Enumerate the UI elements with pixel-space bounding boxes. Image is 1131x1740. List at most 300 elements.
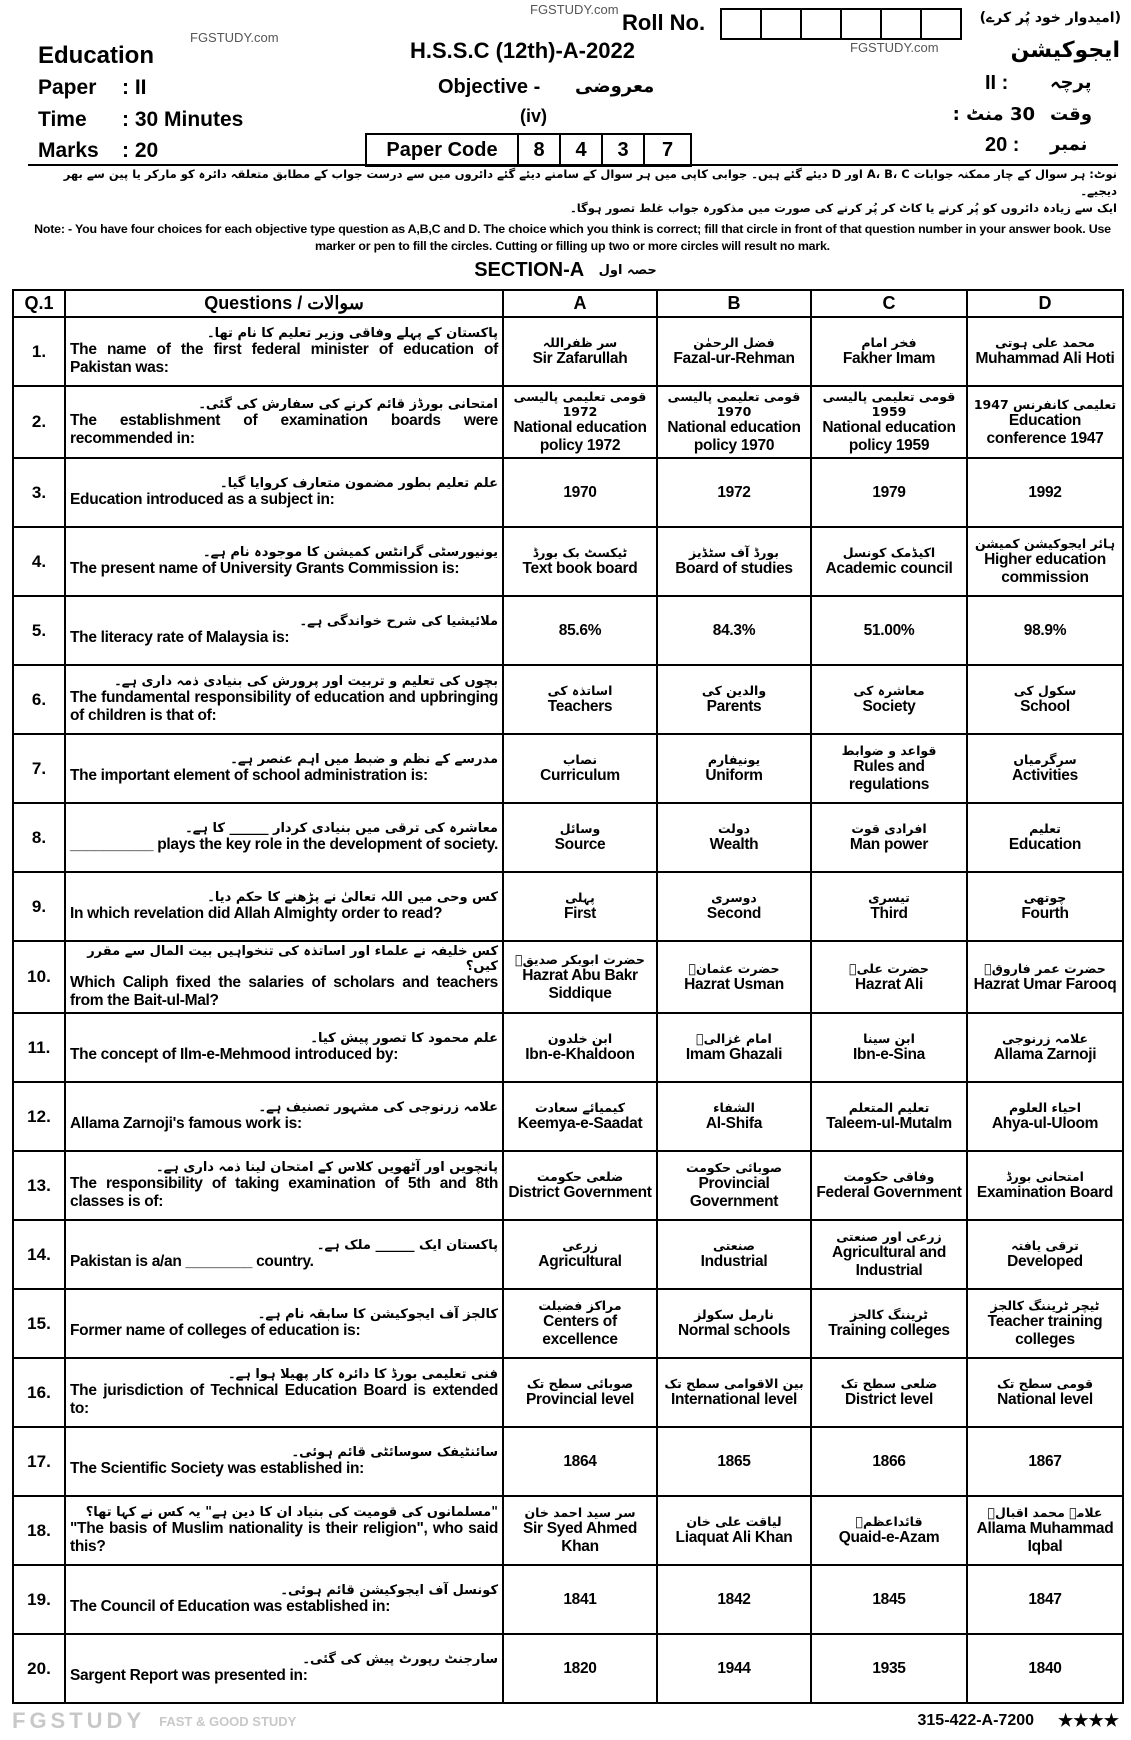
- option-english: Hazrat Ali: [855, 975, 923, 993]
- option-english: Teachers: [547, 698, 613, 715]
- option-b: [657, 1496, 811, 1565]
- option-a: [503, 458, 657, 527]
- paper-code-digit: 4: [561, 135, 603, 165]
- question-number: 2.: [13, 386, 65, 458]
- watermark: FGSTUDY.com: [190, 30, 279, 45]
- option-b: [657, 1151, 811, 1220]
- section-title-urdu: حصہ اول: [598, 263, 657, 278]
- option-d: [967, 1565, 1123, 1634]
- footer: [12, 1708, 1119, 1734]
- option-urdu: چوتھی: [1023, 890, 1067, 905]
- table-row: [13, 1220, 1123, 1289]
- table-row: [13, 596, 1123, 665]
- question-urdu: کالجز آف ایجوکیشن کا سابقہ نام ہے۔: [257, 1307, 498, 1322]
- table-row: [13, 941, 1123, 1013]
- option-urdu: قومی تعلیمی پالیسی 1970: [667, 389, 801, 419]
- option-english: Uniform: [705, 767, 763, 784]
- option-c: [811, 872, 967, 941]
- question-cell: [65, 1082, 503, 1151]
- paper-code: [365, 133, 692, 167]
- option-urdu: قومی تعلیمی پالیسی 1972: [513, 389, 647, 419]
- option-b: [657, 1358, 811, 1427]
- option-a: [503, 1634, 657, 1703]
- option-urdu: فضل الرحمٰن: [693, 335, 775, 350]
- question-english: The name of the first federal minister of education of Pakistan was:: [70, 341, 498, 376]
- time-value-urdu: 30 منٹ :: [952, 104, 1035, 125]
- content-flow: [0, 166, 1131, 1740]
- option-english: 1847: [1028, 1590, 1062, 1608]
- question-number: 20.: [13, 1634, 65, 1703]
- option-english: Wealth: [709, 836, 759, 853]
- option-urdu: سکول کی: [1013, 683, 1077, 698]
- paper-value-urdu: II :: [985, 72, 1009, 94]
- question-number: 3.: [13, 458, 65, 527]
- option-urdu: ٹریننگ کالجز: [850, 1307, 928, 1322]
- option-c: [811, 1151, 967, 1220]
- option-urdu: لیاقت علی خان: [686, 1514, 782, 1529]
- option-urdu: نصاب: [562, 752, 598, 767]
- option-urdu: ہائر ایجوکیشن کمیشن: [974, 536, 1116, 551]
- option-d: [967, 803, 1123, 872]
- time-value: : 30 Minutes: [122, 108, 244, 131]
- option-d: [967, 941, 1123, 1013]
- table-row: [13, 803, 1123, 872]
- question-english: The responsibility of taking examination of 5th and 8th classes is of:: [70, 1175, 498, 1210]
- question-urdu: پاکستان کے پہلے وفاقی وزیر تعلیم کا نام تھا۔: [206, 326, 498, 341]
- option-english: Ahya-ul-Uloom: [991, 1115, 1099, 1132]
- option-urdu: ابن سینا: [863, 1031, 915, 1046]
- option-d: [967, 1013, 1123, 1082]
- question-cell: [65, 596, 503, 665]
- option-urdu: الشفاء: [713, 1100, 755, 1115]
- option-a: [503, 1082, 657, 1151]
- option-english: 1979: [872, 483, 906, 501]
- paper-value: : II: [122, 76, 147, 99]
- option-urdu: ابن خلدون: [547, 1031, 613, 1046]
- question-urdu: سائنٹیفک سوسائٹی قائم ہوئی۔: [291, 1445, 498, 1460]
- footer-code: 315-422-A-7200: [917, 1712, 1035, 1729]
- option-urdu: حضرت ابوبکر صدیقؓ: [515, 951, 645, 967]
- option-d: [967, 1151, 1123, 1220]
- option-english: Academic council: [825, 560, 953, 577]
- question-cell: [65, 1220, 503, 1289]
- question-english: Former name of colleges of education is:: [70, 1322, 361, 1339]
- option-english: Higher education commission: [984, 551, 1106, 586]
- table-row: [13, 1565, 1123, 1634]
- option-urdu: قومی سطح تک: [996, 1376, 1094, 1391]
- option-a: [503, 1358, 657, 1427]
- option-english: Liaquat Ali Khan: [675, 1529, 793, 1546]
- option-urdu: نارمل سکولز: [694, 1307, 774, 1322]
- option-english: 1935: [872, 1659, 906, 1677]
- paper-code-digit: 8: [519, 135, 561, 165]
- subject-title: Education: [38, 42, 155, 69]
- option-urdu: حضرت عمر فاروقؓ: [984, 960, 1106, 976]
- option-a: [503, 1013, 657, 1082]
- option-a: [503, 1220, 657, 1289]
- option-d: [967, 458, 1123, 527]
- option-b: [657, 1289, 811, 1358]
- option-english: Third: [870, 905, 908, 922]
- option-urdu: بین الاقوامی سطح تک: [664, 1376, 804, 1391]
- table-row: [13, 527, 1123, 596]
- table-row: [13, 458, 1123, 527]
- option-a: [503, 665, 657, 734]
- option-urdu: پہلی: [565, 890, 595, 905]
- option-english: 1970: [563, 483, 597, 501]
- question-urdu: بچوں کی تعلیم و تربیت اور پرورش کی بنیادی ذمہ داری ہے۔: [114, 674, 498, 689]
- question-urdu: علامہ زرنوجی کی مشہور تصنیف ہے۔: [258, 1100, 498, 1115]
- question-english: The Council of Education was established in:: [70, 1598, 391, 1615]
- option-english: Teacher training colleges: [987, 1313, 1103, 1348]
- watermark-logo: FGSTUDY: [12, 1708, 146, 1733]
- option-d: [967, 527, 1123, 596]
- option-d: [967, 1496, 1123, 1565]
- option-a: [503, 1565, 657, 1634]
- option-english: Imam Ghazali: [685, 1046, 783, 1063]
- option-english: 1867: [1028, 1452, 1062, 1470]
- option-urdu: تعلیمی کانفرنس 1947: [973, 396, 1117, 412]
- option-english: 1972: [717, 483, 751, 501]
- question-urdu: پانچویں اور آٹھویں کلاس کے امتحان لینا ذمہ داری ہے۔: [156, 1160, 498, 1175]
- question-number: 5.: [13, 596, 65, 665]
- option-a: [503, 803, 657, 872]
- option-urdu: دوسری: [711, 890, 757, 905]
- question-english: "The basis of Muslim nationality is their religion", who said this?: [70, 1520, 498, 1555]
- objective-label-urdu: معروضی: [575, 76, 655, 97]
- option-c: [811, 1289, 967, 1358]
- option-urdu: صوبائی سطح تک: [526, 1376, 634, 1391]
- table-header-row: [13, 290, 1123, 317]
- option-a: [503, 1427, 657, 1496]
- question-cell: [65, 386, 503, 458]
- option-urdu: کیمیائے سعادت: [535, 1100, 625, 1115]
- footer-stars: ★★★★: [1058, 1711, 1119, 1730]
- option-english: Keemya-e-Saadat: [517, 1115, 643, 1132]
- option-english: Fourth: [1021, 905, 1069, 922]
- option-english: Agricultural: [538, 1253, 622, 1270]
- option-b: [657, 596, 811, 665]
- option-urdu: علامہ محمد اقبالؒ: [987, 1505, 1103, 1520]
- question-urdu: کونسل آف ایجوکیشن قائم ہوئی۔: [280, 1583, 498, 1598]
- question-english: The concept of Ilm-e-Mehmood introduced by:: [70, 1046, 399, 1063]
- question-english: Which Caliph fixed the salaries of scholars and teachers from the Bait-ul-Mal?: [70, 974, 498, 1009]
- option-urdu: یونیفارم: [707, 752, 761, 767]
- option-english: 51.00%: [863, 621, 915, 639]
- option-d: [967, 1358, 1123, 1427]
- option-urdu: امام غزالیؒ: [696, 1031, 772, 1046]
- question-cell: [65, 1013, 503, 1082]
- option-c: [811, 527, 967, 596]
- option-english: Federal Government: [816, 1184, 962, 1201]
- table-row: [13, 1427, 1123, 1496]
- option-urdu: ضلعی سطح تک: [840, 1376, 938, 1391]
- note: [28, 166, 1117, 255]
- table-row: [13, 1496, 1123, 1565]
- option-english: 1864: [563, 1452, 597, 1470]
- option-urdu: احیاء العلوم: [1009, 1100, 1081, 1115]
- question-english: Sargent Report was presented in:: [70, 1667, 308, 1684]
- option-a: [503, 317, 657, 386]
- option-english: 1866: [872, 1452, 906, 1470]
- option-urdu: قائداعظمؒ: [855, 1514, 923, 1529]
- option-b: [657, 941, 811, 1013]
- option-english: National education policy 1972: [513, 419, 647, 454]
- question-number: 17.: [13, 1427, 65, 1496]
- option-c: [811, 1220, 967, 1289]
- option-a: [503, 872, 657, 941]
- option-b: [657, 803, 811, 872]
- option-english: 1865: [717, 1452, 751, 1470]
- question-number: 18.: [13, 1496, 65, 1565]
- table-row: [13, 734, 1123, 803]
- option-english: National education policy 1970: [667, 419, 801, 454]
- option-d: [967, 1289, 1123, 1358]
- option-urdu: صنعتی: [713, 1238, 755, 1253]
- option-urdu: محمد علی ہوتی: [995, 335, 1095, 350]
- question-urdu: سارجنٹ رپورٹ پیش کی گئی۔: [302, 1652, 498, 1667]
- table-row: [13, 386, 1123, 458]
- question-cell: [65, 1289, 503, 1358]
- option-d: [967, 386, 1123, 458]
- question-urdu: کس خلیفہ نے علماء اور اساتذہ کی تنخواہیں بیت المال سے مقرر کیں؟: [87, 944, 498, 974]
- option-a: [503, 1496, 657, 1565]
- question-urdu: علم تعلیم بطور مضمون متعارف کروایا گیا۔: [219, 476, 498, 491]
- question-urdu: امتحانی بورڈز قائم کرنے کی سفارش کی گئی۔: [198, 396, 498, 412]
- option-b: [657, 317, 811, 386]
- question-cell: [65, 941, 503, 1013]
- paper-label-urdu: پرچہ: [1050, 72, 1092, 93]
- question-number: 1.: [13, 317, 65, 386]
- option-english: National level: [997, 1391, 1093, 1408]
- question-cell: [65, 1427, 503, 1496]
- option-b: [657, 1220, 811, 1289]
- option-d: [967, 1220, 1123, 1289]
- option-c: [811, 317, 967, 386]
- option-b: [657, 665, 811, 734]
- question-english: The establishment of examination boards were recommended in:: [70, 411, 498, 447]
- question-english: The important element of school administration is:: [70, 767, 428, 784]
- option-urdu: تیسری: [868, 890, 910, 905]
- option-urdu: معاشرہ کی: [853, 683, 925, 698]
- question-cell: [65, 872, 503, 941]
- option-d: [967, 872, 1123, 941]
- option-english: Sir Syed Ahmed Khan: [522, 1520, 638, 1555]
- question-english: Allama Zarnoji's famous work is:: [70, 1115, 302, 1132]
- header-questions: Questions / سوالات: [65, 290, 503, 317]
- option-c: [811, 458, 967, 527]
- question-number: 4.: [13, 527, 65, 596]
- option-english: 85.6%: [558, 621, 602, 639]
- option-d: [967, 665, 1123, 734]
- option-urdu: زرعی اور صنعتی: [836, 1229, 942, 1244]
- option-english: 1992: [1028, 483, 1062, 501]
- question-cell: [65, 1634, 503, 1703]
- option-english: Provincial Government: [689, 1175, 779, 1210]
- table-row: [13, 665, 1123, 734]
- option-english: Second: [706, 905, 762, 922]
- question-urdu: علم محمود کا تصور پیش کیا۔: [310, 1031, 498, 1046]
- question-english: Education introduced as a subject in:: [70, 491, 335, 508]
- option-urdu: اکیڈمک کونسل: [842, 545, 936, 560]
- option-urdu: زرعی: [562, 1238, 598, 1253]
- option-urdu: تعلیم: [1029, 821, 1061, 836]
- roll-no-label: Roll No.: [622, 10, 706, 35]
- question-english: The jurisdiction of Technical Education Board is extended to:: [70, 1382, 498, 1417]
- section-title: SECTION-A: [474, 259, 585, 281]
- option-urdu: سرگرمیاں: [1013, 752, 1077, 767]
- option-c: [811, 1082, 967, 1151]
- roll-no-note: (امیدوار خود پُر کرے): [979, 10, 1121, 26]
- option-b: [657, 1013, 811, 1082]
- option-b: [657, 734, 811, 803]
- question-cell: [65, 665, 503, 734]
- option-c: [811, 1427, 967, 1496]
- option-c: [811, 665, 967, 734]
- option-english: 1944: [717, 1659, 751, 1677]
- question-cell: [65, 1151, 503, 1220]
- question-number: 12.: [13, 1082, 65, 1151]
- option-english: Hazrat Umar Farooq: [973, 975, 1117, 993]
- header-b: B: [657, 290, 811, 317]
- option-english: Provincial level: [525, 1391, 635, 1408]
- option-urdu: صوبائی حکومت: [685, 1160, 783, 1175]
- question-english: The fundamental responsibility of education and upbringing of children is that of:: [70, 689, 498, 724]
- table-row: [13, 1358, 1123, 1427]
- question-number: 15.: [13, 1289, 65, 1358]
- option-urdu: ترقی یافتہ: [1011, 1238, 1079, 1253]
- question-english: The Scientific Society was established in:: [70, 1460, 365, 1477]
- marks-value-urdu: 20 :: [985, 134, 1020, 156]
- option-a: [503, 596, 657, 665]
- roll-no-boxes[interactable]: [720, 8, 962, 40]
- option-english: Training colleges: [828, 1322, 950, 1339]
- time-label: Time: [38, 108, 87, 131]
- header-d: D: [967, 290, 1123, 317]
- table-row: [13, 872, 1123, 941]
- option-b: [657, 872, 811, 941]
- question-number: 6.: [13, 665, 65, 734]
- option-english: Ibn-e-Khaldoon: [525, 1046, 635, 1063]
- option-english: Curriculum: [540, 767, 620, 784]
- question-cell: [65, 317, 503, 386]
- option-english: 1820: [563, 1659, 597, 1677]
- option-english: 98.9%: [1023, 621, 1067, 639]
- option-english: Muhammad Ali Hoti: [975, 350, 1115, 367]
- questions-table: [12, 289, 1124, 1704]
- question-number: 19.: [13, 1565, 65, 1634]
- option-c: [811, 1565, 967, 1634]
- option-english: Taleem-ul-Mutalm: [826, 1115, 952, 1132]
- question-urdu: پاکستان ایک ______ ملک ہے۔: [316, 1238, 498, 1253]
- option-english: Quaid-e-Azam: [838, 1529, 940, 1546]
- option-english: Parents: [706, 698, 762, 715]
- option-english: Education conference 1947: [986, 411, 1104, 447]
- option-urdu: ضلعی حکومت: [536, 1169, 624, 1184]
- subject-title-urdu: ایجوکیشن: [1010, 38, 1120, 63]
- option-english: Board of studies: [675, 560, 793, 577]
- version: (iv): [520, 106, 547, 126]
- question-english: Pakistan is a/an ________ country.: [70, 1253, 314, 1270]
- option-english: Hazrat Abu Bakr Siddique: [522, 966, 638, 1002]
- option-english: First: [563, 905, 597, 922]
- watermark-tagline: FAST & GOOD STUDY: [159, 1713, 297, 1729]
- option-english: Society: [862, 698, 916, 715]
- option-english: Normal schools: [677, 1322, 791, 1339]
- option-urdu: اساتذہ کی: [547, 683, 613, 698]
- option-c: [811, 941, 967, 1013]
- option-b: [657, 527, 811, 596]
- question-english: The literacy rate of Malaysia is:: [70, 629, 290, 646]
- option-b: [657, 1082, 811, 1151]
- header-c: C: [811, 290, 967, 317]
- option-english: District Government: [508, 1184, 652, 1201]
- note-urdu-line-2: ایک سے زیادہ دائروں کو پُر کرنے یا کاٹ کر پُر کرنے کی صورت میں مذکورہ جواب غلط تصور ہوگا۔: [569, 201, 1117, 215]
- option-english: Al-Shifa: [705, 1115, 763, 1132]
- option-d: [967, 1634, 1123, 1703]
- paper-code-digit: 7: [661, 138, 674, 161]
- option-english: National education policy 1959: [822, 419, 956, 454]
- option-d: [967, 317, 1123, 386]
- question-urdu: "مسلمانوں کی قومیت کی بنیاد ان کا دین ہے" یہ کس نے کہا تھا؟: [85, 1505, 498, 1520]
- option-d: [967, 734, 1123, 803]
- option-urdu: حضرت علیؓ: [849, 960, 929, 976]
- option-english: Activities: [1012, 767, 1078, 784]
- option-urdu: تعلیم المتعلم: [848, 1100, 930, 1115]
- option-urdu: ٹیچر ٹریننگ کالجز: [990, 1298, 1100, 1313]
- option-english: Fazal-ur-Rehman: [673, 350, 795, 367]
- option-english: Allama Muhammad Iqbal: [976, 1520, 1114, 1555]
- option-a: [503, 527, 657, 596]
- question-urdu: یونیورسٹی گرانٹس کمیشن کا موجودہ نام ہے۔: [202, 545, 498, 560]
- option-urdu: قواعد و ضوابط: [841, 743, 937, 758]
- option-b: [657, 1634, 811, 1703]
- option-english: Agricultural and Industrial: [831, 1244, 947, 1279]
- option-a: [503, 734, 657, 803]
- question-number: 13.: [13, 1151, 65, 1220]
- option-english: Rules and regulations: [848, 758, 930, 793]
- option-c: [811, 1358, 967, 1427]
- option-urdu: علامہ زرنوجی: [1001, 1031, 1089, 1046]
- paper-code-digit: 3: [603, 135, 645, 165]
- option-b: [657, 1427, 811, 1496]
- option-d: [967, 596, 1123, 665]
- paper-code-label: Paper Code: [367, 135, 519, 165]
- option-c: [811, 596, 967, 665]
- question-number: 7.: [13, 734, 65, 803]
- option-english: 1842: [717, 1590, 751, 1608]
- table-row: [13, 1013, 1123, 1082]
- question-cell: [65, 734, 503, 803]
- table-row: [13, 317, 1123, 386]
- option-urdu: قومی تعلیمی پالیسی 1959: [822, 389, 956, 419]
- option-a: [503, 1151, 657, 1220]
- time-label-urdu: وقت: [1050, 104, 1093, 125]
- table-row: [13, 1151, 1123, 1220]
- option-english: Education: [1008, 836, 1082, 853]
- question-english: The present name of University Grants Commission is:: [70, 560, 460, 577]
- question-number: 9.: [13, 872, 65, 941]
- exam-title: H.S.S.C (12th)-A-2022: [410, 38, 635, 63]
- question-number: 14.: [13, 1220, 65, 1289]
- option-english: Ibn-e-Sina: [853, 1046, 925, 1063]
- option-english: Examination Board: [976, 1184, 1114, 1201]
- option-english: International level: [670, 1391, 798, 1408]
- option-english: Industrial: [700, 1253, 768, 1270]
- option-english: 84.3%: [712, 621, 756, 639]
- header-q: Q.1: [13, 290, 65, 317]
- option-c: [811, 803, 967, 872]
